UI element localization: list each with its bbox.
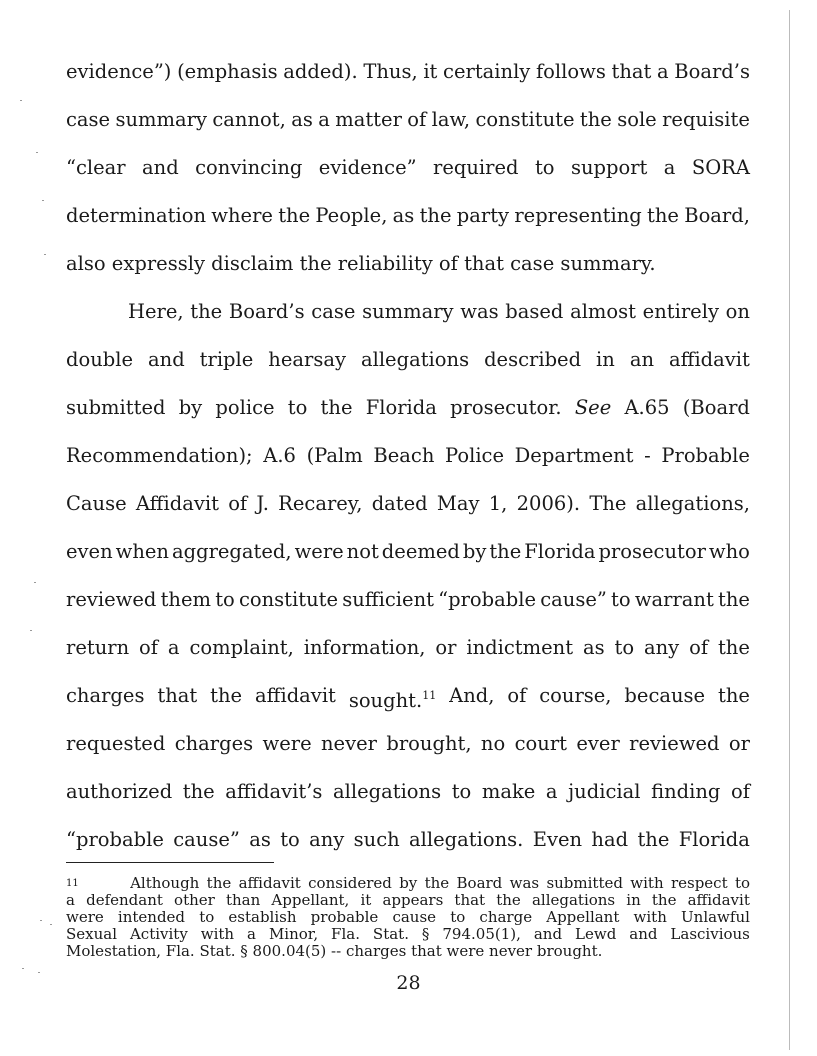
footnote-line: a defendant other than Appellant, it appears that the allegations in the affidavit: [66, 891, 750, 909]
scan-speck: [34, 582, 36, 583]
body-line: return of a complaint, information, or indictment as to any of the: [66, 636, 750, 659]
scan-speck: [42, 200, 44, 201]
body-line: Cause Affidavit of J. Recarey, dated May 1, 2006). The allegations,: [66, 492, 750, 515]
body-line: double and triple hearsay allegations described in an affidavit: [66, 348, 750, 371]
body-line: even when aggregated, were not deemed by the Florida prosecutor who: [66, 540, 750, 563]
scan-edge-line: [789, 10, 790, 1050]
footnote-divider: [66, 862, 274, 863]
scan-speck: [50, 924, 52, 925]
scan-speck: [20, 100, 22, 101]
body-line: case summary cannot, as a matter of law, constitute the sole requisite: [66, 108, 750, 131]
scan-speck: [30, 630, 32, 631]
footnote-line: Sexual Activity with a Minor, Fla. Stat. § 794.05(1), and Lewd and Lascivious: [66, 925, 750, 943]
body-line: also expressly disclaim the reliability of that case summary.: [66, 252, 656, 275]
body-line: requested charges were never brought, no court ever reviewed or: [66, 732, 750, 755]
body-line: “probable cause” as to any such allegations. Even had the Florida: [66, 828, 750, 851]
body-line: reviewed them to constitute sufficient “probable cause” to warrant the: [66, 588, 750, 611]
footnote-ref: 11: [422, 689, 437, 702]
body-line: submitted by police to the Florida prosecutor. See A.65 (Board: [66, 396, 750, 419]
body-line: evidence”) (emphasis added). Thus, it certainly follows that a Board’s: [66, 60, 750, 83]
body-line: “clear and convincing evidence” required to support a SORA: [66, 156, 750, 179]
body-line: Here, the Board’s case summary was based almost entirely on: [128, 300, 750, 323]
footnote-line: were intended to establish probable cause to charge Appellant with Unlawful: [66, 908, 750, 926]
scan-speck: [36, 152, 38, 153]
page-number: 28: [396, 972, 421, 994]
body-line: charges that the affidavit sought.$^{11}$ And, of course, because the: [66, 684, 750, 712]
footnote-line: 11 Although the affidavit considered by the Board was submitted with respect to: [66, 874, 750, 892]
footnote-line: Molestation, Fla. Stat. § 800.04(5) -- charges that were never brought.: [66, 942, 603, 960]
body-line: authorized the affidavit’s allegations to make a judicial finding of: [66, 780, 750, 803]
scan-speck: [38, 972, 40, 973]
body-line: Recommendation); A.6 (Palm Beach Police Department - Probable: [66, 444, 750, 467]
scan-speck: [22, 968, 24, 969]
body-line: determination where the People, as the party representing the Board,: [66, 204, 750, 227]
scan-speck: [40, 920, 42, 921]
scan-speck: [44, 254, 46, 255]
